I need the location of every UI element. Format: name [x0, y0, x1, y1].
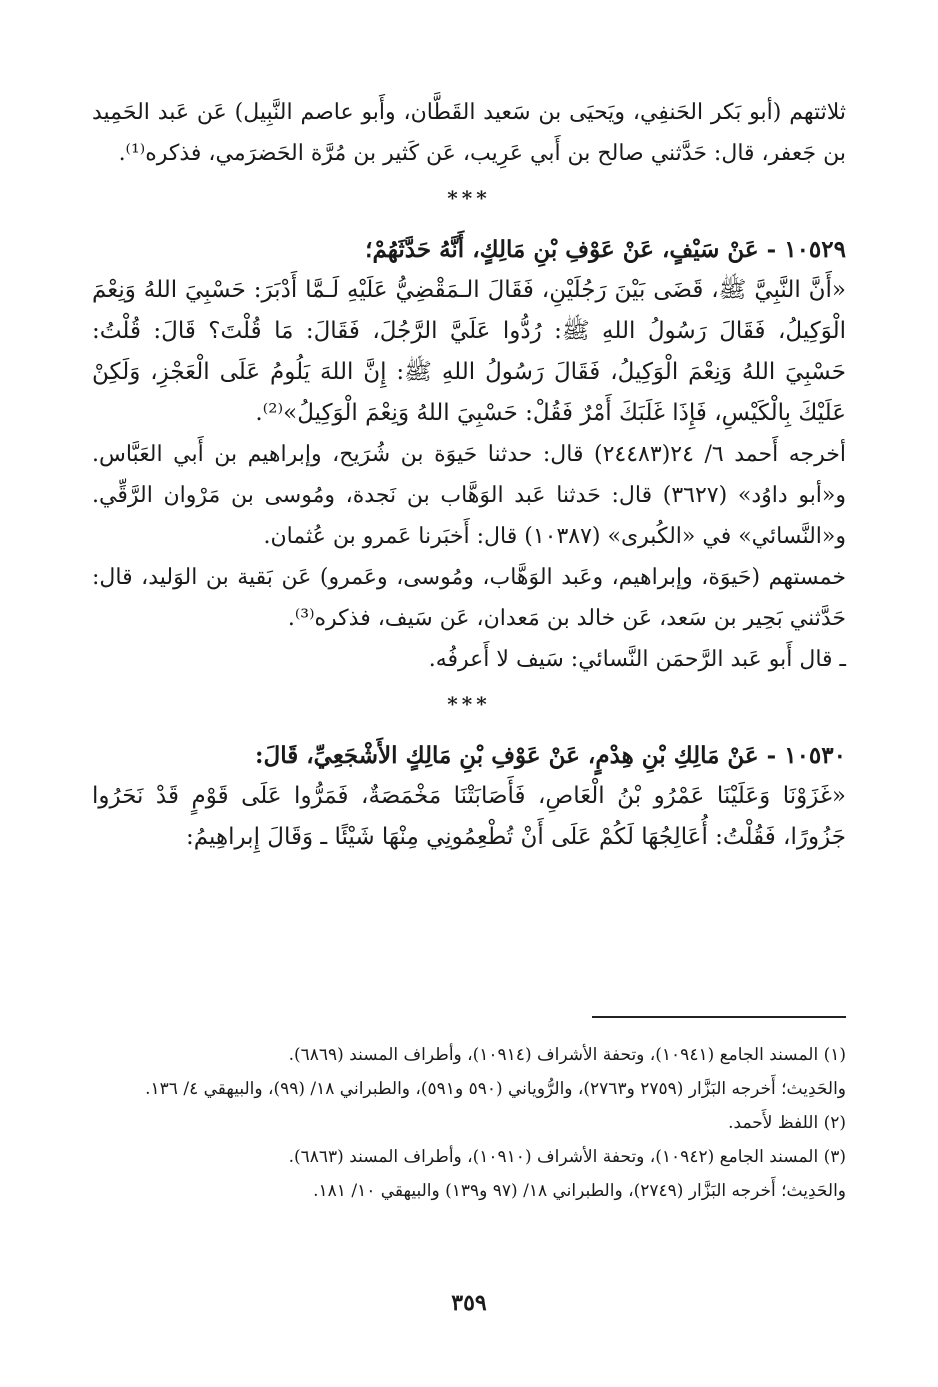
page-number: ٣٥٩ [451, 1290, 487, 1316]
footnote-3: (٣) المسند الجامع (١٠٩٤٢)، وتحفة الأشراف (١٠٩١٠)، وأطراف المسند (٦٨٦٣). [288, 1147, 846, 1167]
footnote-1-continued: والحَدِيث؛ أَخرجه البَزَّار (٢٧٥٩ و٢٧٦٣)، والرُّوياني (٥٩٠ و٥٩١)، والطبراني ١٨/ (٩٩)، والبيهقي ٤/ ١٣٦. [145, 1079, 846, 1099]
isnad-paragraph-1: ثلاثتهم (أبو بَكر الحَنفِي، ويَحيَى بن سَعيد القَطَّان، وأَبو عاصم النَّبِيل) عَن عَبد الحَمِيد بن جَعفر، قال: حَدَّثني صالح بن أَبي عَرِيب، عَن كَثير بن مُرَّة الحَضرَمي، فذكره⁽¹⁾. [92, 100, 846, 166]
takhrij-paragraph: أخرجه أَحمد ٦/ ٢٤(٢٤٤٨٣) قال: حدثنا حَيوَة بن شُرَيح، وإبراهيم بن أَبي العَبَّاس. و«أبو داوُد» (٣٦٢٧) قال: حَدثنا عَبد الوَهَّاب بن نَجدة، ومُوسى بن مَرْوان الرَّقِّي. و«النَّسائي» في «الكُبرى» (١٠٣٨٧) قال: أَخبَرنا عَمرو بن عُثمان. [92, 442, 847, 549]
isnad-paragraph-2: خمستهم (حَيوَة، وإبراهيم، وعَبد الوَهَّاب، ومُوسى، وعَمرو) عَن بَقية بن الوَليد، قال: حَدَّثني بَحِير بن سَعد، عَن خالد بن مَعدان، عَن سَيف، فذكره⁽³⁾. [92, 565, 846, 631]
footnote-1: (١) المسند الجامع (١٠٩٤١)، وتحفة الأشراف (١٠٩١٤)، وأطراف المسند (٦٨٦٩). [288, 1045, 846, 1065]
main-text [92, 92, 846, 858]
footnote-divider [592, 1016, 846, 1018]
hadith-10530-text: «غَزَوْنَا وَعَلَيْنَا عَمْرُو بْنُ الْعَاصِ، فَأَصَابَتْنَا مَخْمَصَةٌ، فَمَرُّوا عَلَى قَوْمٍ قَدْ نَحَرُوا جَزُورًا، فَقُلْتُ: أُعَالِجُهَا لَكُمْ عَلَى أَنْ تُطْعِمُونِي مِنْهَا شَيْئًا ـ وَقَالَ إِبراهِيمُ: [92, 783, 846, 850]
hadith-10529-text: «أَنَّ النَّبِيَّ ﷺ، قَضَى بَيْنَ رَجُلَيْنِ، فَقَالَ الـمَقْضِيُّ عَلَيْهِ لَـمَّا أَدْبَرَ: حَسْبِيَ اللهُ وَنِعْمَ الْوَكِيلُ، فَقَالَ رَسُولُ اللهِ ﷺ: رُدُّوا عَلَيَّ الرَّجُلَ، فَقَالَ: مَا قُلْتَ؟ قَالَ: قُلْتُ: حَسْبِيَ اللهُ وَنِعْمَ الْوَكِيلُ، فَقَالَ رَسُولُ اللهِ ﷺ: إِنَّ اللهَ يَلُومُ عَلَى الْعَجْزِ، وَلَكِنْ عَلَيْكَ بِالْكَيْسِ، فَإِذَا غَلَبَكَ أَمْرٌ فَقُلْ: حَسْبِيَ اللهُ وَنِعْمَ الْوَكِيلُ»⁽²⁾. [92, 277, 846, 426]
footnote-3-continued: والحَدِيث؛ أَخرجه البَزَّار (٢٧٤٩)، والطبراني ١٨/ (٩٧ و١٣٩) والبيهقي ١٠/ ١٨١. [313, 1181, 846, 1201]
footnotes [92, 1038, 846, 1208]
hadith-10529-heading: ١٠٥٢٩ - عَنْ سَيْفٍ، عَنْ عَوْفِ بْنِ مَالِكٍ، أَنَّهُ حَدَّثَهُمْ؛ [365, 236, 846, 263]
hadith-10530-heading: ١٠٥٣٠ - عَنْ مَالِكِ بْنِ هِدْمٍ، عَنْ عَوْفِ بْنِ مَالِكٍ الأَشْجَعِيِّ، قَالَ: [255, 742, 846, 769]
section-separator: *** [447, 692, 491, 716]
section-separator: *** [447, 186, 491, 210]
footnote-2: (٢) اللفظ لأَحمد. [728, 1113, 846, 1133]
nasai-comment: ـ قال أَبو عَبد الرَّحمَن النَّسائي: سَيف لا أَعرفُه. [428, 647, 846, 672]
